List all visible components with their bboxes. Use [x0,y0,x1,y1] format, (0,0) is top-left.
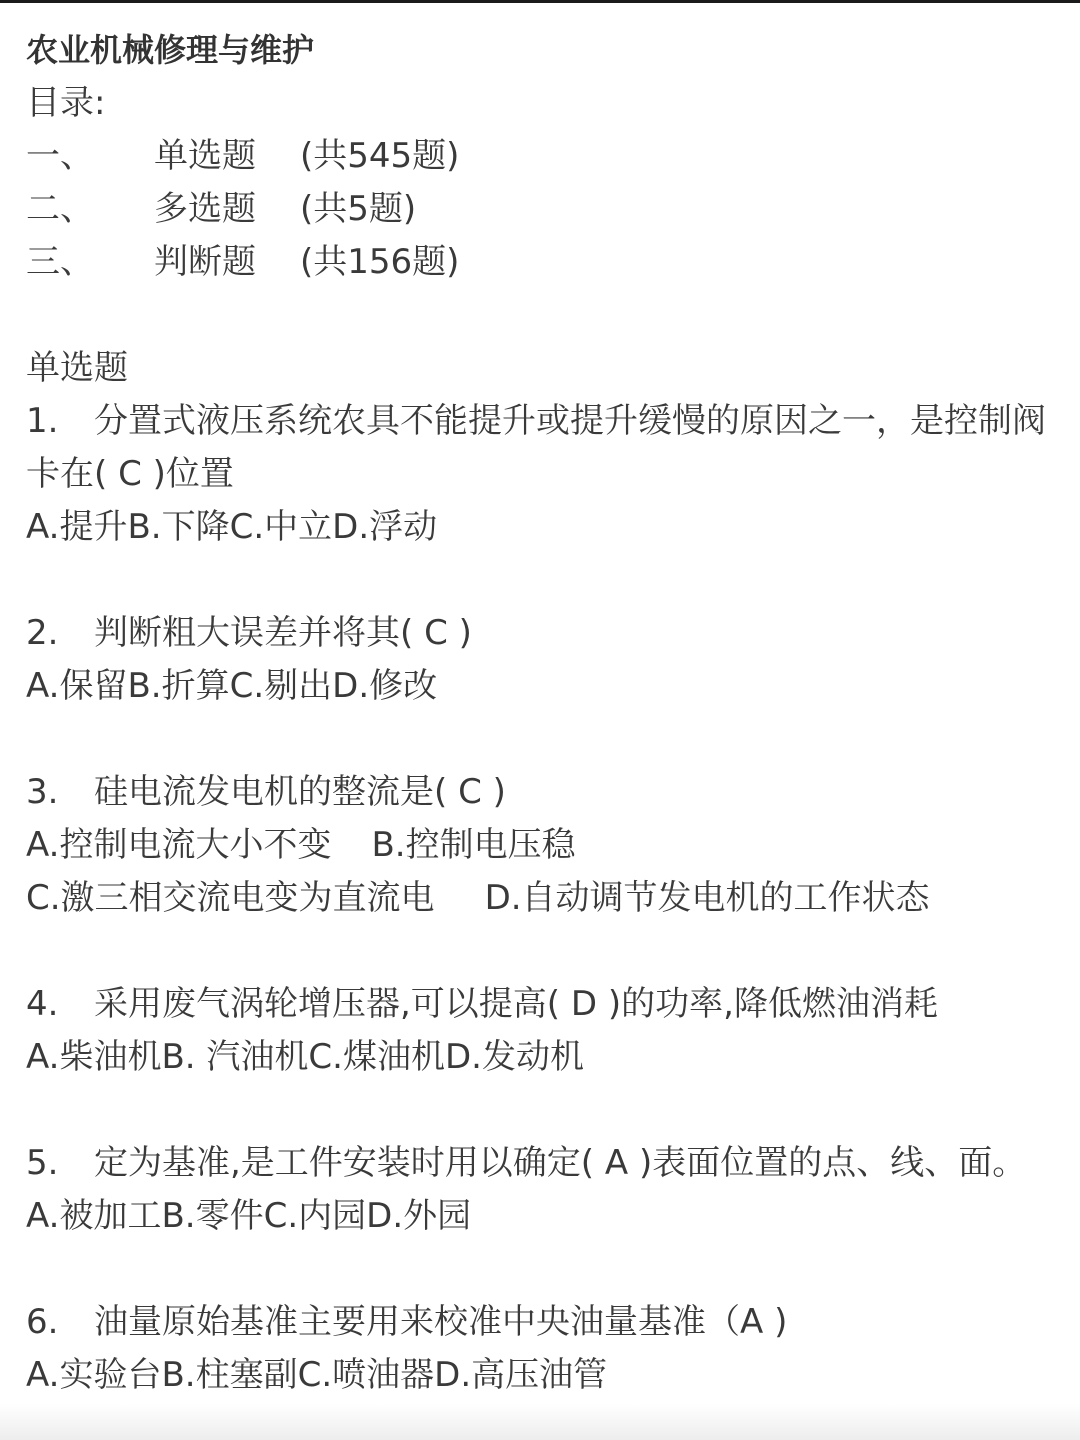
question-number: 2. [26,613,59,653]
blank-line [26,554,1056,607]
option-text: A.保留B.折算C.剔出D.修改 [26,666,438,706]
bottom-shadow [0,1404,1080,1440]
document-body [26,24,1056,1402]
option-text: C.激三相交流电变为直流电 [26,878,435,918]
question-options [26,1031,1056,1084]
blank-line [26,1243,1056,1296]
question-stem [26,607,1056,660]
question-number: 6. [26,1302,59,1342]
question-number: 4. [26,984,59,1024]
question-number: 1. [26,401,59,441]
question-item [26,395,1056,554]
blank-line [26,925,1056,978]
option-text: A.控制电流大小不变 [26,825,332,865]
question-item [26,1296,1056,1402]
question-options [26,501,1056,554]
option-text: A.被加工B.零件C.内园D.外园 [26,1196,472,1236]
toc-name: 判断题 [154,242,256,282]
question-text: 采用废气涡轮增压器,可以提高( D )的功率,降低燃油消耗 [94,984,938,1024]
question-item [26,978,1056,1084]
toc-item [26,236,1056,289]
toc-count: (共156题) [300,242,460,282]
question-number: 5. [26,1143,59,1183]
toc-label: 目录: [26,83,106,123]
question-stem [26,395,1056,501]
question-text: 油量原始基准主要用来校准中央油量基准（A ) [94,1302,788,1342]
question-stem [26,766,1056,819]
blank-line [26,289,1056,342]
question-text: 硅电流发电机的整流是( C ) [94,772,506,812]
question-options [26,872,1056,925]
question-number: 3. [26,772,59,812]
option-text: B.控制电压稳 [371,825,576,865]
option-text: A.提升B.下降C.中立D.浮动 [26,507,438,547]
toc-count: (共545题) [300,136,460,176]
question-text: 判断粗大误差并将其( C ) [94,613,472,653]
question-options [26,819,1056,872]
question-text: 分置式液压系统农具不能提升或提升缓慢的原因之一，是控制阀卡在( C )位置 [26,401,1046,494]
option-text: A.柴油机B. 汽油机C.煤油机D.发动机 [26,1037,584,1077]
question-item [26,766,1056,925]
toc-count: (共5题) [300,189,417,229]
toc-number: 三、 [26,242,94,282]
top-edge-bar [0,0,1080,3]
toc-item [26,130,1056,183]
toc-name: 单选题 [154,136,256,176]
option-text: A.实验台B.柱塞副C.喷油器D.高压油管 [26,1355,608,1395]
toc-name: 多选题 [154,189,256,229]
question-options [26,1190,1056,1243]
toc-item [26,183,1056,236]
document-title: 农业机械修理与维护 [26,31,315,69]
question-stem [26,978,1056,1031]
question-text: 定为基准,是工件安装时用以确定( A )表面位置的点、线、面。 [94,1143,1027,1183]
section-title: 单选题 [26,348,128,388]
toc-number: 一、 [26,136,94,176]
question-options [26,660,1056,713]
question-item [26,607,1056,713]
blank-line [26,713,1056,766]
question-options [26,1349,1056,1402]
question-stem [26,1137,1056,1190]
question-stem [26,1296,1056,1349]
blank-line [26,1084,1056,1137]
toc-number: 二、 [26,189,94,229]
question-item [26,1137,1056,1243]
option-text: D.自动调节发电机的工作状态 [484,878,930,918]
